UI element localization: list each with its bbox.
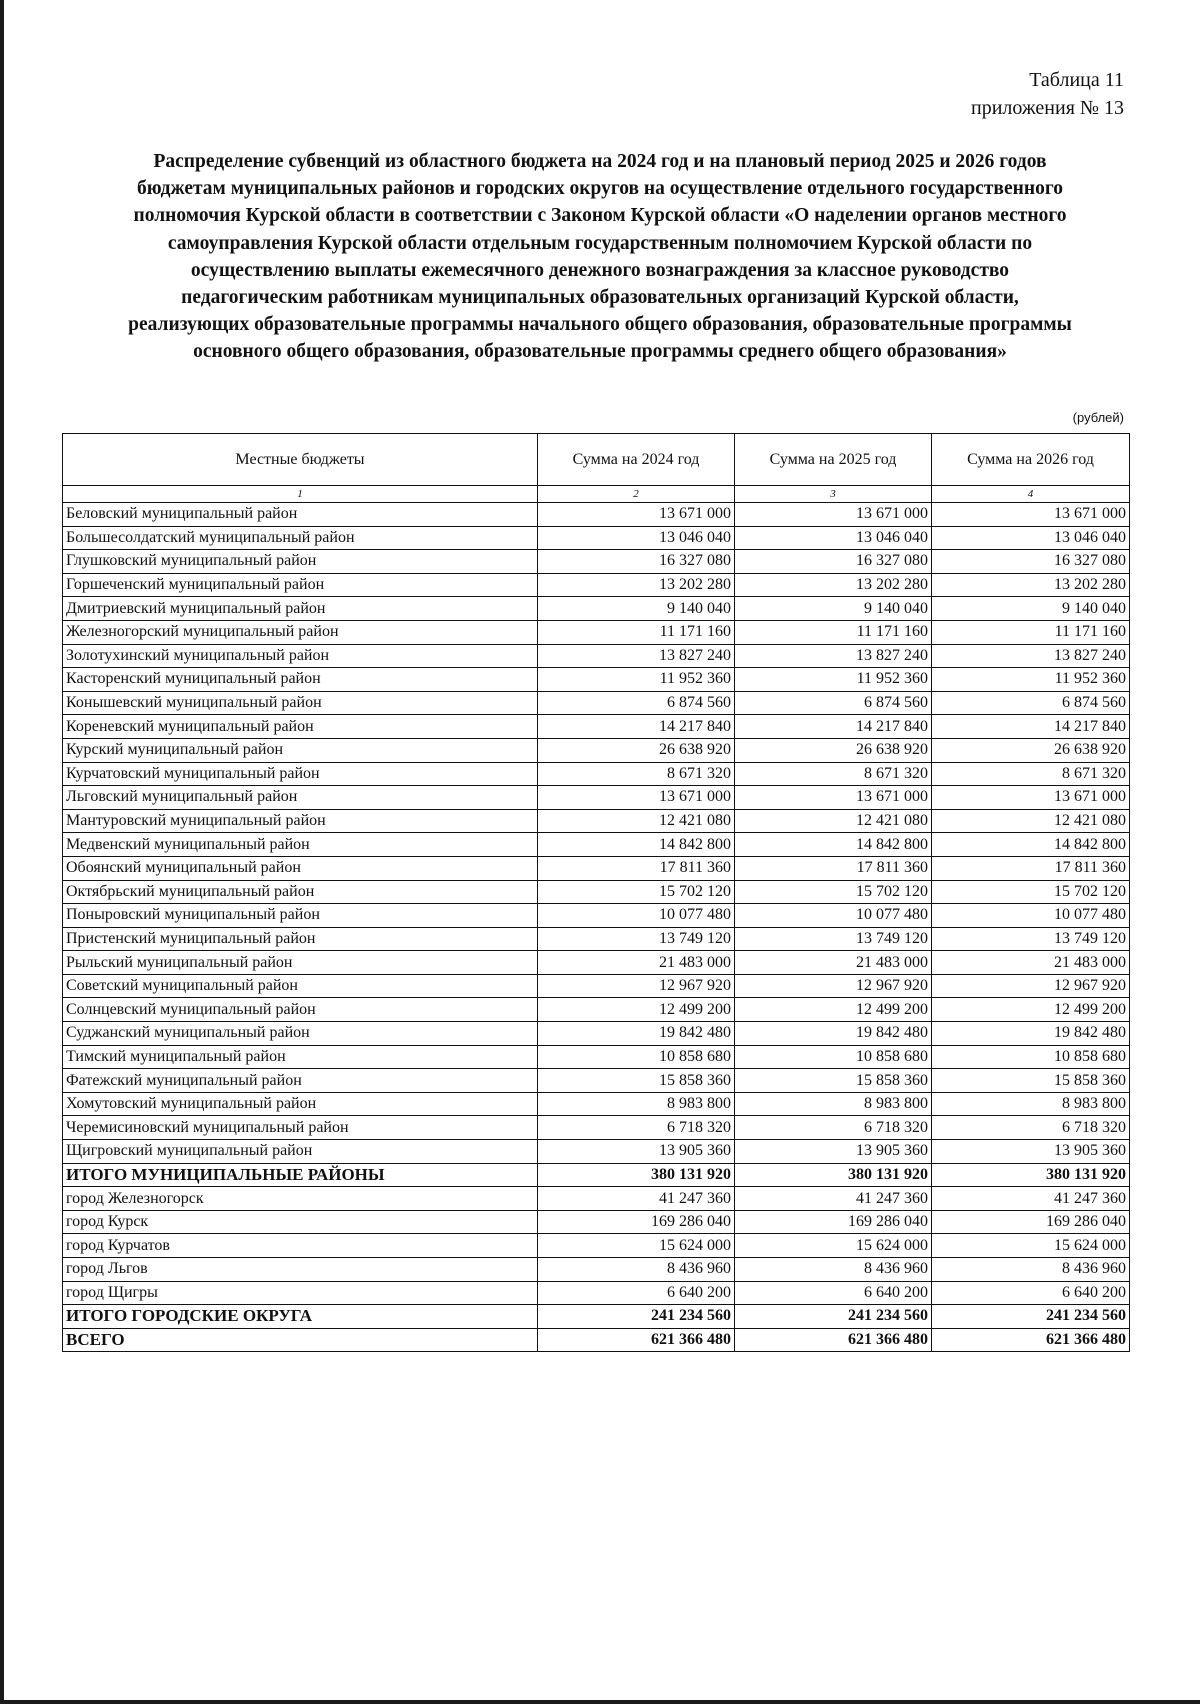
column-number: 3 <box>735 486 932 503</box>
budget-name-cell: Мантуровский муниципальный район <box>63 809 538 833</box>
amount-2026-cell: 12 499 200 <box>932 998 1130 1022</box>
amount-2026-cell: 13 671 000 <box>932 786 1130 810</box>
amount-2025-cell: 13 905 360 <box>735 1140 932 1164</box>
amount-2024-cell: 9 140 040 <box>538 597 735 621</box>
amount-2025-cell: 6 874 560 <box>735 691 932 715</box>
amount-2024-cell: 13 046 040 <box>538 526 735 550</box>
amount-2026-cell: 13 905 360 <box>932 1140 1130 1164</box>
amount-2026-cell: 8 436 960 <box>932 1258 1130 1282</box>
amount-2026-cell: 12 421 080 <box>932 809 1130 833</box>
column-number: 2 <box>538 486 735 503</box>
amount-2024-cell: 13 749 120 <box>538 927 735 951</box>
amount-2026-cell: 8 671 320 <box>932 762 1130 786</box>
table-row <box>63 644 1130 668</box>
table-total-row <box>63 1163 1130 1187</box>
budget-name-cell: Дмитриевский муниципальный район <box>63 597 538 621</box>
amount-2025-cell: 9 140 040 <box>735 597 932 621</box>
document-title <box>60 148 1140 366</box>
budget-name-cell: Курский муниципальный район <box>63 738 538 762</box>
title-line: бюджетам муниципальных районов и городских округов на осуществление отдельного государственного <box>137 178 1063 200</box>
amount-2024-cell: 8 983 800 <box>538 1092 735 1116</box>
table-row <box>63 1210 1130 1234</box>
amount-2025-cell: 13 671 000 <box>735 503 932 527</box>
amount-2026-cell: 11 952 360 <box>932 668 1130 692</box>
amount-2026-cell: 13 827 240 <box>932 644 1130 668</box>
amount-2026-cell: 15 624 000 <box>932 1234 1130 1258</box>
amount-2024-cell: 17 811 360 <box>538 856 735 880</box>
amount-2024-cell: 10 858 680 <box>538 1045 735 1069</box>
amount-2026-cell: 6 640 200 <box>932 1281 1130 1305</box>
amount-2025-cell: 8 983 800 <box>735 1092 932 1116</box>
table-row <box>63 1258 1130 1282</box>
amount-2025-cell: 12 421 080 <box>735 809 932 833</box>
budget-name-cell: Фатежский муниципальный район <box>63 1069 538 1093</box>
amount-2024-cell: 13 202 280 <box>538 573 735 597</box>
amount-2025-cell: 19 842 480 <box>735 1022 932 1046</box>
amount-2026-cell: 13 749 120 <box>932 927 1130 951</box>
table-row <box>63 880 1130 904</box>
amount-2025-cell: 15 702 120 <box>735 880 932 904</box>
amount-2025-cell: 169 286 040 <box>735 1210 932 1234</box>
amount-2025-cell: 380 131 920 <box>735 1163 932 1187</box>
amount-2025-cell: 13 202 280 <box>735 573 932 597</box>
scan-edge-left <box>0 0 4 1704</box>
table-row <box>63 550 1130 574</box>
amount-2026-cell: 13 671 000 <box>932 503 1130 527</box>
budget-name-cell: Медвенский муниципальный район <box>63 833 538 857</box>
table-row <box>63 833 1130 857</box>
table-row <box>63 1281 1130 1305</box>
budget-name-cell: Курчатовский муниципальный район <box>63 762 538 786</box>
budget-name-cell: Солнцевский муниципальный район <box>63 998 538 1022</box>
amount-2026-cell: 19 842 480 <box>932 1022 1130 1046</box>
budget-name-cell: Советский муниципальный район <box>63 974 538 998</box>
column-header-2025: Сумма на 2025 год <box>735 434 932 486</box>
amount-2025-cell: 13 827 240 <box>735 644 932 668</box>
amount-2026-cell: 15 702 120 <box>932 880 1130 904</box>
amount-2026-cell: 6 718 320 <box>932 1116 1130 1140</box>
amount-2025-cell: 10 077 480 <box>735 904 932 928</box>
table-row <box>63 809 1130 833</box>
amount-2025-cell: 10 858 680 <box>735 1045 932 1069</box>
title-line: полномочия Курской области в соответствии с Законом Курской области «О наделении органов местного <box>133 205 1067 227</box>
table-total-row <box>63 1328 1130 1352</box>
table-total-row <box>63 1305 1130 1329</box>
amount-2025-cell: 14 842 800 <box>735 833 932 857</box>
amount-2025-cell: 16 327 080 <box>735 550 932 574</box>
amount-2025-cell: 621 366 480 <box>735 1328 932 1352</box>
budget-name-cell: город Щигры <box>63 1281 538 1305</box>
budget-name-cell: Поныровский муниципальный район <box>63 904 538 928</box>
title-line: реализующих образовательные программы начального общего образования, образовательные программы <box>128 314 1072 336</box>
amount-2026-cell: 17 811 360 <box>932 856 1130 880</box>
amount-2025-cell: 14 217 840 <box>735 715 932 739</box>
amount-2024-cell: 13 827 240 <box>538 644 735 668</box>
budget-name-cell: город Льгов <box>63 1258 538 1282</box>
amount-2026-cell: 14 217 840 <box>932 715 1130 739</box>
amount-2025-cell: 41 247 360 <box>735 1187 932 1211</box>
amount-2026-cell: 6 874 560 <box>932 691 1130 715</box>
budget-name-cell: город Курск <box>63 1210 538 1234</box>
budget-name-cell: Рыльский муниципальный район <box>63 951 538 975</box>
budget-name-cell: Глушковский муниципальный район <box>63 550 538 574</box>
amount-2024-cell: 241 234 560 <box>538 1305 735 1329</box>
table-row <box>63 1069 1130 1093</box>
budget-name-cell: ИТОГО МУНИЦИПАЛЬНЫЕ РАЙОНЫ <box>63 1163 538 1187</box>
amount-2025-cell: 11 952 360 <box>735 668 932 692</box>
budget-name-cell: Хомутовский муниципальный район <box>63 1092 538 1116</box>
column-header-2024: Сумма на 2024 год <box>538 434 735 486</box>
amount-2024-cell: 380 131 920 <box>538 1163 735 1187</box>
budget-name-cell: Золотухинский муниципальный район <box>63 644 538 668</box>
amount-2025-cell: 12 967 920 <box>735 974 932 998</box>
amount-2024-cell: 13 671 000 <box>538 503 735 527</box>
table-row <box>63 573 1130 597</box>
table-row <box>63 738 1130 762</box>
title-line: Распределение субвенций из областного бюджета на 2024 год и на плановый период 2025 и 2026 годов <box>153 151 1047 172</box>
document-reference <box>971 66 1124 122</box>
amount-2025-cell: 241 234 560 <box>735 1305 932 1329</box>
amount-2026-cell: 621 366 480 <box>932 1328 1130 1352</box>
amount-2024-cell: 19 842 480 <box>538 1022 735 1046</box>
units-note: (рублей) <box>1072 410 1124 425</box>
amount-2024-cell: 14 842 800 <box>538 833 735 857</box>
column-number-row <box>63 486 1130 503</box>
amount-2025-cell: 6 640 200 <box>735 1281 932 1305</box>
amount-2024-cell: 21 483 000 <box>538 951 735 975</box>
amount-2024-cell: 12 967 920 <box>538 974 735 998</box>
amount-2025-cell: 8 436 960 <box>735 1258 932 1282</box>
table-row <box>63 974 1130 998</box>
table-row <box>63 691 1130 715</box>
table-number-label: Таблица 11 <box>1029 69 1124 91</box>
budget-name-cell: Льговский муниципальный район <box>63 786 538 810</box>
budget-name-cell: Беловский муниципальный район <box>63 503 538 527</box>
title-line: осуществлению выплаты ежемесячного денежного вознаграждения за классное руководство <box>190 259 1010 281</box>
amount-2025-cell: 8 671 320 <box>735 762 932 786</box>
title-line: основного общего образования, образовательные программы среднего общего образования» <box>193 341 1007 363</box>
column-number: 4 <box>932 486 1130 503</box>
amount-2026-cell: 169 286 040 <box>932 1210 1130 1234</box>
table-row <box>63 1092 1130 1116</box>
amount-2025-cell: 11 171 160 <box>735 620 932 644</box>
amount-2025-cell: 26 638 920 <box>735 738 932 762</box>
table-row <box>63 715 1130 739</box>
amount-2024-cell: 8 671 320 <box>538 762 735 786</box>
amount-2026-cell: 10 077 480 <box>932 904 1130 928</box>
column-header-local-budgets: Местные бюджеты <box>63 434 538 486</box>
table-row <box>63 597 1130 621</box>
table-row <box>63 1187 1130 1211</box>
amount-2025-cell: 12 499 200 <box>735 998 932 1022</box>
amount-2024-cell: 11 171 160 <box>538 620 735 644</box>
appendix-label: приложения № 13 <box>970 97 1124 119</box>
table-row <box>63 503 1130 527</box>
amount-2024-cell: 6 640 200 <box>538 1281 735 1305</box>
amount-2026-cell: 16 327 080 <box>932 550 1130 574</box>
table-row <box>63 904 1130 928</box>
budget-name-cell: Кореневский муниципальный район <box>63 715 538 739</box>
column-header-2026: Сумма на 2026 год <box>932 434 1130 486</box>
table-row <box>63 998 1130 1022</box>
amount-2026-cell: 241 234 560 <box>932 1305 1130 1329</box>
amount-2024-cell: 621 366 480 <box>538 1328 735 1352</box>
subvention-table <box>62 433 1130 1352</box>
amount-2025-cell: 21 483 000 <box>735 951 932 975</box>
amount-2025-cell: 13 046 040 <box>735 526 932 550</box>
table-header-row <box>63 434 1130 486</box>
table-row <box>63 786 1130 810</box>
table-row <box>63 1116 1130 1140</box>
budget-name-cell: Щигровский муниципальный район <box>63 1140 538 1164</box>
table-row <box>63 856 1130 880</box>
table-row <box>63 668 1130 692</box>
amount-2025-cell: 15 858 360 <box>735 1069 932 1093</box>
budget-name-cell: Суджанский муниципальный район <box>63 1022 538 1046</box>
budget-name-cell: город Железногорск <box>63 1187 538 1211</box>
column-number: 1 <box>63 486 538 503</box>
title-line: педагогическим работникам муниципальных образовательных организаций Курской области, <box>181 287 1019 309</box>
scan-edge-bottom <box>0 1700 1200 1704</box>
budget-name-cell: Черемисиновский муниципальный район <box>63 1116 538 1140</box>
amount-2024-cell: 8 436 960 <box>538 1258 735 1282</box>
amount-2024-cell: 12 499 200 <box>538 998 735 1022</box>
table-row <box>63 927 1130 951</box>
amount-2026-cell: 380 131 920 <box>932 1163 1130 1187</box>
amount-2024-cell: 13 905 360 <box>538 1140 735 1164</box>
amount-2026-cell: 13 202 280 <box>932 573 1130 597</box>
amount-2026-cell: 13 046 040 <box>932 526 1130 550</box>
amount-2026-cell: 26 638 920 <box>932 738 1130 762</box>
budget-name-cell: Касторенский муниципальный район <box>63 668 538 692</box>
amount-2024-cell: 13 671 000 <box>538 786 735 810</box>
amount-2025-cell: 15 624 000 <box>735 1234 932 1258</box>
title-line: самоуправления Курской области отдельным государственным полномочием Курской области по <box>167 232 1033 254</box>
amount-2025-cell: 13 671 000 <box>735 786 932 810</box>
amount-2024-cell: 16 327 080 <box>538 550 735 574</box>
budget-name-cell: Конышевский муниципальный район <box>63 691 538 715</box>
table-row <box>63 526 1130 550</box>
table-row <box>63 1045 1130 1069</box>
budget-name-cell: город Курчатов <box>63 1234 538 1258</box>
amount-2024-cell: 41 247 360 <box>538 1187 735 1211</box>
amount-2026-cell: 12 967 920 <box>932 974 1130 998</box>
table-row <box>63 762 1130 786</box>
table-row <box>63 1234 1130 1258</box>
table-row <box>63 1022 1130 1046</box>
budget-name-cell: ВСЕГО <box>63 1328 538 1352</box>
amount-2026-cell: 15 858 360 <box>932 1069 1130 1093</box>
amount-2026-cell: 10 858 680 <box>932 1045 1130 1069</box>
amount-2026-cell: 9 140 040 <box>932 597 1130 621</box>
amount-2024-cell: 6 874 560 <box>538 691 735 715</box>
amount-2024-cell: 10 077 480 <box>538 904 735 928</box>
amount-2026-cell: 8 983 800 <box>932 1092 1130 1116</box>
budget-name-cell: Обоянский муниципальный район <box>63 856 538 880</box>
table-row <box>63 620 1130 644</box>
budget-name-cell: Пристенский муниципальный район <box>63 927 538 951</box>
amount-2025-cell: 17 811 360 <box>735 856 932 880</box>
amount-2026-cell: 14 842 800 <box>932 833 1130 857</box>
amount-2024-cell: 15 702 120 <box>538 880 735 904</box>
amount-2024-cell: 6 718 320 <box>538 1116 735 1140</box>
amount-2026-cell: 21 483 000 <box>932 951 1130 975</box>
budget-name-cell: Большесолдатский муниципальный район <box>63 526 538 550</box>
amount-2024-cell: 12 421 080 <box>538 809 735 833</box>
budget-name-cell: Железногорский муниципальный район <box>63 620 538 644</box>
table-row <box>63 951 1130 975</box>
amount-2024-cell: 14 217 840 <box>538 715 735 739</box>
amount-2024-cell: 26 638 920 <box>538 738 735 762</box>
amount-2025-cell: 13 749 120 <box>735 927 932 951</box>
amount-2024-cell: 11 952 360 <box>538 668 735 692</box>
budget-name-cell: Октябрьский муниципальный район <box>63 880 538 904</box>
amount-2024-cell: 15 624 000 <box>538 1234 735 1258</box>
budget-name-cell: Тимский муниципальный район <box>63 1045 538 1069</box>
amount-2026-cell: 41 247 360 <box>932 1187 1130 1211</box>
amount-2024-cell: 15 858 360 <box>538 1069 735 1093</box>
table-body <box>63 503 1130 1352</box>
amount-2025-cell: 6 718 320 <box>735 1116 932 1140</box>
amount-2024-cell: 169 286 040 <box>538 1210 735 1234</box>
table-row <box>63 1140 1130 1164</box>
amount-2026-cell: 11 171 160 <box>932 620 1130 644</box>
budget-name-cell: ИТОГО ГОРОДСКИЕ ОКРУГА <box>63 1305 538 1329</box>
budget-name-cell: Горшеченский муниципальный район <box>63 573 538 597</box>
